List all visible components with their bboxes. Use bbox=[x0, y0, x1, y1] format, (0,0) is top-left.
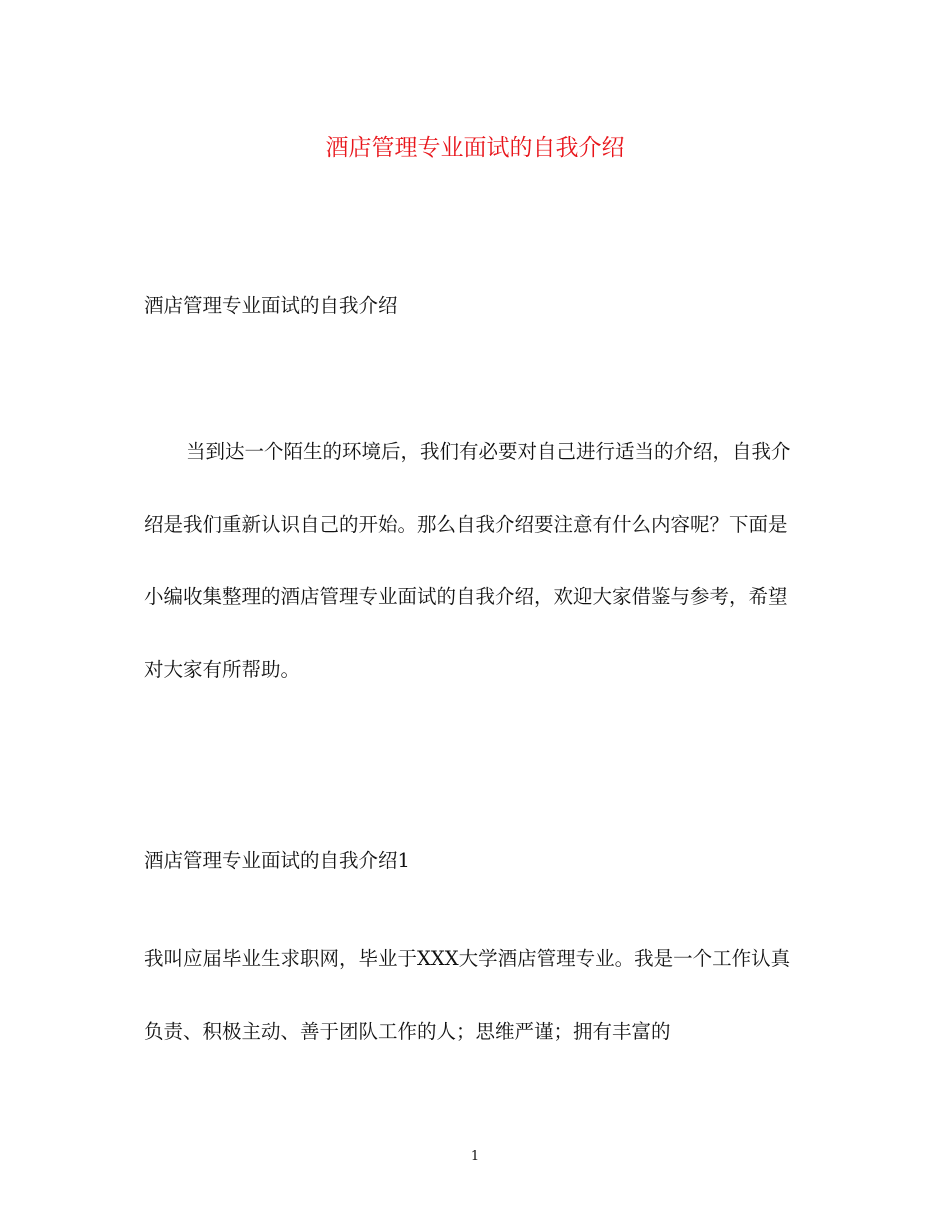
sample-1-paragraph: 我叫应届毕业生求职网，毕业于XXX大学酒店管理专业。我是一个工作认真负责、积极主动、善于团队工作的人；思维严谨；拥有丰富的 bbox=[144, 947, 791, 1043]
intro-paragraph: 当到达一个陌生的环境后，我们有必要对自己进行适当的介绍，自我介绍是我们重新认识自己的开始。那么自我介绍要注意有什么内容呢？下面是小编收集整理的酒店管理专业面试的自我介绍，欢迎大家借鉴与参考，希望对大家有所帮助。 bbox=[144, 440, 791, 681]
document-title: 酒店管理专业面试的自我介绍 bbox=[325, 135, 625, 161]
page-number: 1 bbox=[470, 1149, 480, 1164]
sample-1-heading: 酒店管理专业面试的自我介绍1 bbox=[144, 849, 410, 872]
section-heading: 酒店管理专业面试的自我介绍 bbox=[144, 294, 398, 317]
